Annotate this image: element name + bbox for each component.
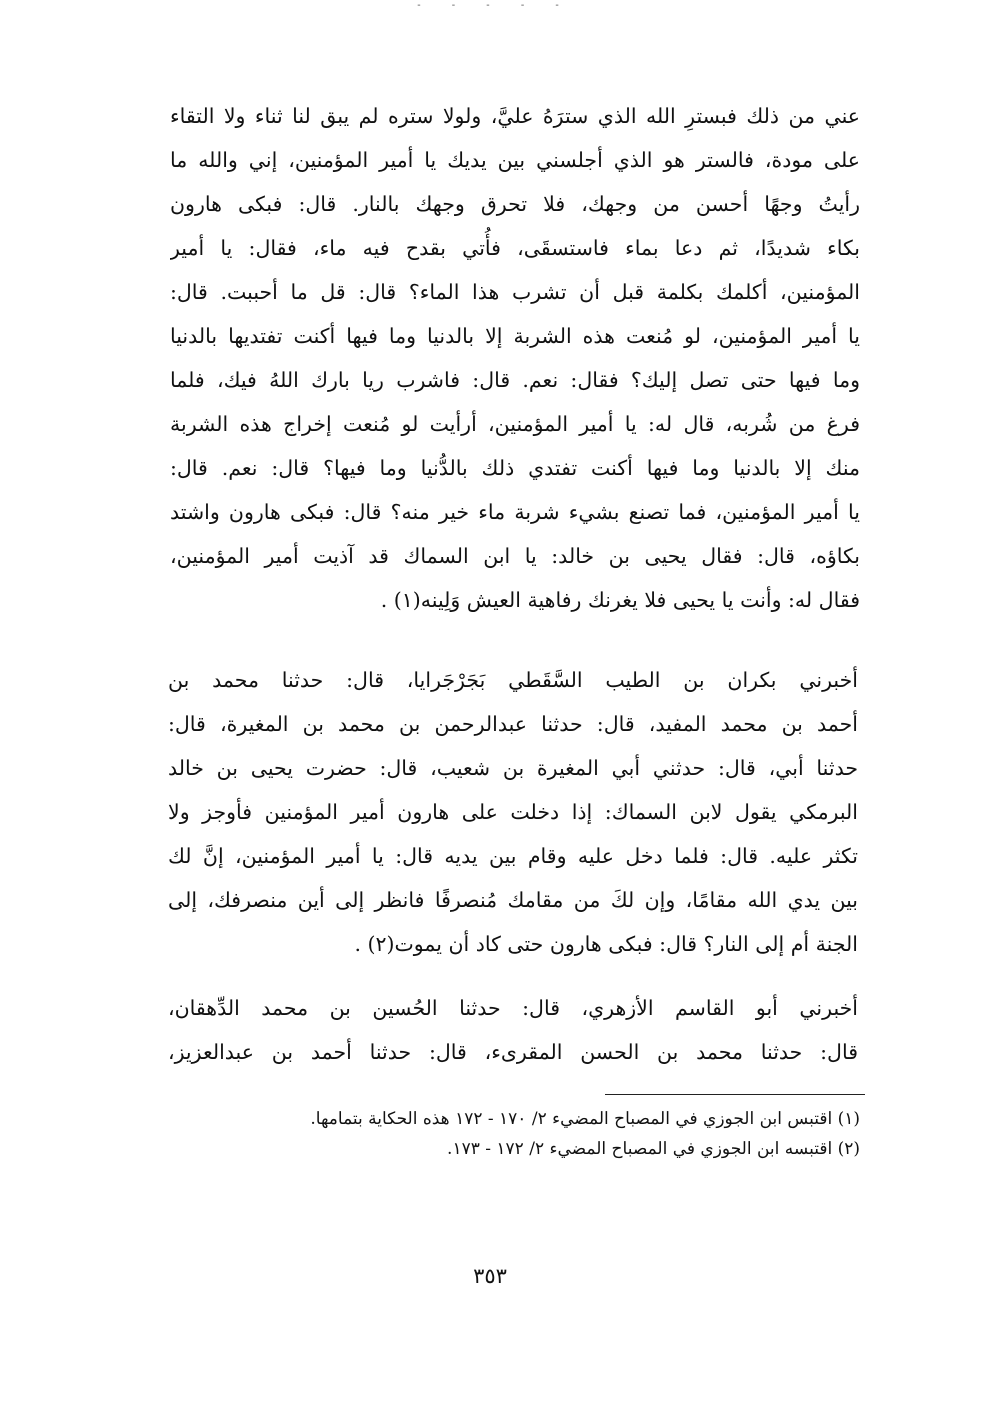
text-line: وما فيها حتى تصل إليك؟ فقال: نعم. قال: فاشرب ريا بارك اللهُ فيك، فلما bbox=[170, 368, 860, 392]
text-line: منك إلا بالدنيا وما فيها أكنت تفتدي ذلك بالدُّنيا وما فيها؟ قال: نعم. قال: bbox=[170, 456, 860, 480]
paragraph-2 bbox=[168, 658, 858, 966]
footnote-2: (٢) اقتبسه ابن الجوزي في المصباح المضيء ٢/ ١٧٢ - ١٧٣. bbox=[447, 1139, 860, 1159]
text-line: حدثنا أبي، قال: حدثني أبي المغيرة بن شعيب، قال: حضرت يحيى بن خالد bbox=[168, 756, 858, 780]
text-line: بكاء شديدًا، ثم دعا بماء فاستسقَى، فأُتي بقدح فيه ماء، فقال: يا أمير bbox=[170, 236, 860, 260]
footnotes bbox=[300, 1104, 860, 1164]
text-line: تكثر عليه. قال: فلما دخل عليه وقام بين يديه قال: يا أمير المؤمنين، إنَّ لك bbox=[168, 844, 858, 868]
text-line: عني من ذلك فبسترِ الله الذي سترَهُ عليَّ، ولولا ستره لم يبق لنا ثناء ولا التقاء bbox=[170, 104, 860, 128]
text-line: أخبرني بكران بن الطيب السَّقَطي بَجَرْجَرايا، قال: حدثنا محمد بن bbox=[168, 668, 858, 692]
text-line: رأيتُ وجهًا أحسن من وجهك، فلا تحرق وجهك بالنار. قال: فبكى هارون bbox=[170, 192, 860, 216]
text-line: قال: حدثنا محمد بن الحسن المقرىء، قال: حدثنا أحمد بن عبدالعزيز، bbox=[168, 1040, 858, 1064]
text-line: يا أمير المؤمنين، فما تصنع بشيء شربة ماء خير منه؟ قال: فبكى هارون واشتد bbox=[170, 500, 860, 524]
paragraph-1 bbox=[170, 94, 860, 622]
text-line: على مودة، فالستر هو الذي أجلسني بين يديك يا أمير المؤمنين، إني والله ما bbox=[170, 148, 860, 172]
scan-mark: - - - - - bbox=[417, 0, 573, 11]
footnote-separator bbox=[605, 1094, 865, 1095]
text-line: فقال له: وأنت يا يحيى فلا يغرنك رفاهية العيش وَلِينه(١) . bbox=[380, 588, 860, 612]
footnote-1: (١) اقتبس ابن الجوزي في المصباح المضيء ٢/ ١٧٠ - ١٧٢ هذه الحكاية بتمامها. bbox=[310, 1109, 860, 1129]
text-line: بكاؤه، قال: فقال يحيى بن خالد: يا ابن السماك قد آذيت أمير المؤمنين، bbox=[170, 544, 860, 568]
text-line: بين يدي الله مقامًا، وإن لكَ من مقامك مُنصرفًا فانظر إلى أين منصرفك، إلى bbox=[168, 888, 858, 912]
text-line: الجنة أم إلى النار؟ قال: فبكى هارون حتى كاد أن يموت(٢) . bbox=[354, 932, 858, 956]
text-line: يا أمير المؤمنين، لو مُنعت هذه الشربة إلا بالدنيا وما فيها أكنت تفتديها بالدنيا bbox=[170, 324, 860, 348]
page-number: ٣٥٣ bbox=[473, 1264, 507, 1288]
text-line: البرمكي يقول لابن السماك: إذا دخلت على هارون أمير المؤمنين فأوجز ولا bbox=[168, 800, 858, 824]
text-line: أحمد بن محمد المفيد، قال: حدثنا عبدالرحمن بن محمد بن المغيرة، قال: bbox=[168, 712, 858, 736]
text-line: أخبرني أبو القاسم الأزهري، قال: حدثنا الحُسين بن محمد الدِّهقان، bbox=[168, 996, 858, 1020]
text-line: المؤمنين، أكلمك بكلمة قبل أن تشرب هذا الماء؟ قال: قل ما أحببت. قال: bbox=[170, 280, 860, 304]
text-line: فرغ من شُربه، قال له: يا أمير المؤمنين، أرأيت لو مُنعت إخراج هذه الشربة bbox=[170, 412, 860, 436]
paragraph-3 bbox=[168, 986, 858, 1074]
